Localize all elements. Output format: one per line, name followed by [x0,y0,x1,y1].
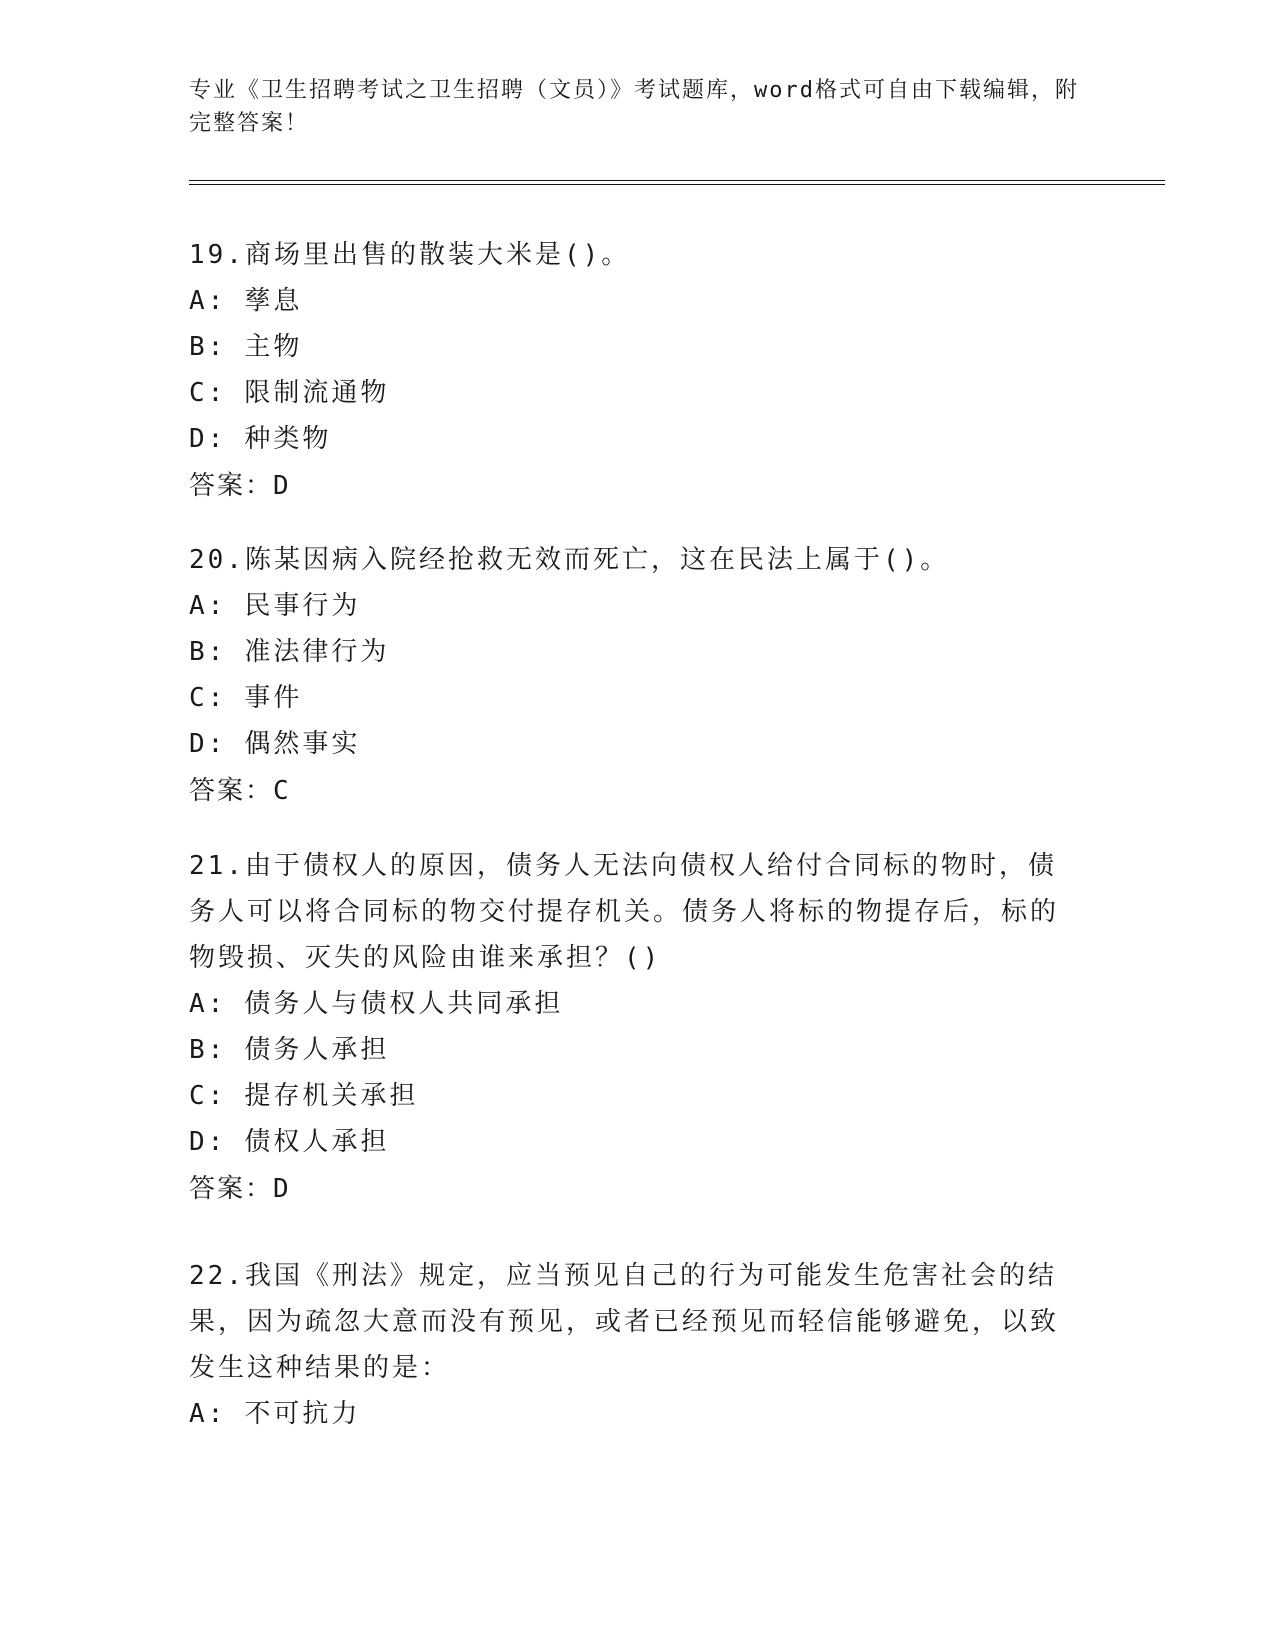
document-header [189,74,1089,140]
option-text: 提存机关承担 [244,1081,419,1111]
option-letter: D: [189,424,227,454]
header-divider-bottom [189,184,1165,185]
option-d [189,1119,1069,1165]
option-letter: A: [189,989,227,1019]
answer-line [189,462,1089,509]
option-c [189,675,1089,721]
answer-line [189,1165,1069,1212]
option-text: 事件 [244,683,303,713]
question-text: 我国《刑法》规定，应当预见自己的行为可能发生危害社会的结果，因为疏忽大意而没有预见，或者已经预见而轻信能够避免，以致发生这种结果的是： [189,1261,1060,1383]
question-number: 19. [189,240,245,270]
option-letter: B: [189,637,227,667]
option-c [189,1073,1069,1119]
option-text: 准法律行为 [244,637,390,667]
question-21 [189,843,1069,1212]
option-b [189,1027,1069,1073]
option-text: 孳息 [244,286,303,316]
option-letter: C: [189,683,227,713]
question-stem [189,1253,1069,1391]
question-20 [189,537,1089,814]
option-text: 种类物 [244,424,332,454]
option-text: 债务人承担 [244,1035,390,1065]
option-letter: B: [189,1035,227,1065]
option-c [189,370,1089,416]
option-text: 债权人承担 [244,1127,390,1157]
option-letter: B: [189,332,227,362]
option-text: 债务人与债权人共同承担 [244,989,564,1019]
answer-value: D [273,1174,291,1204]
question-stem [189,843,1069,981]
option-b [189,629,1089,675]
option-b [189,324,1089,370]
option-d [189,416,1089,462]
answer-value: C [273,776,291,806]
question-text: 商场里出售的散装大米是()。 [244,240,631,270]
question-text: 由于债权人的原因，债务人无法向债权人给付合同标的物时，债务人可以将合同标的物交付提存机关。债务人将标的物提存后，标的物毁损、灭失的风险由谁来承担？() [189,851,1060,973]
answer-label: 答案： [189,470,274,500]
option-a [189,278,1089,324]
option-text: 不可抗力 [244,1399,361,1429]
option-letter: C: [189,378,227,408]
header-text: 专业《卫生招聘考试之卫生招聘（文员）》考试题库，word格式可自由下载编辑，附完整答案！ [189,78,1079,136]
answer-label: 答案： [189,775,274,805]
option-text: 民事行为 [244,591,361,621]
option-d [189,721,1089,767]
option-a [189,583,1089,629]
question-number: 21. [189,851,245,881]
answer-label: 答案： [189,1173,274,1203]
answer-value: D [273,471,291,501]
question-number: 20. [189,545,245,575]
option-text: 限制流通物 [244,378,390,408]
option-letter: C: [189,1081,227,1111]
question-text: 陈某因病入院经抢救无效而死亡，这在民法上属于()。 [244,545,950,575]
option-letter: A: [189,286,227,316]
answer-line [189,767,1089,814]
header-divider-top [189,180,1165,181]
option-letter: A: [189,1399,227,1429]
question-number: 22. [189,1261,245,1291]
option-text: 主物 [244,332,303,362]
option-text: 偶然事实 [244,729,361,759]
question-stem [189,537,1089,583]
option-a [189,1391,1069,1437]
option-letter: D: [189,729,227,759]
option-letter: D: [189,1127,227,1157]
question-19 [189,232,1089,509]
option-letter: A: [189,591,227,621]
question-stem [189,232,1089,278]
question-22 [189,1253,1069,1437]
option-a [189,981,1069,1027]
